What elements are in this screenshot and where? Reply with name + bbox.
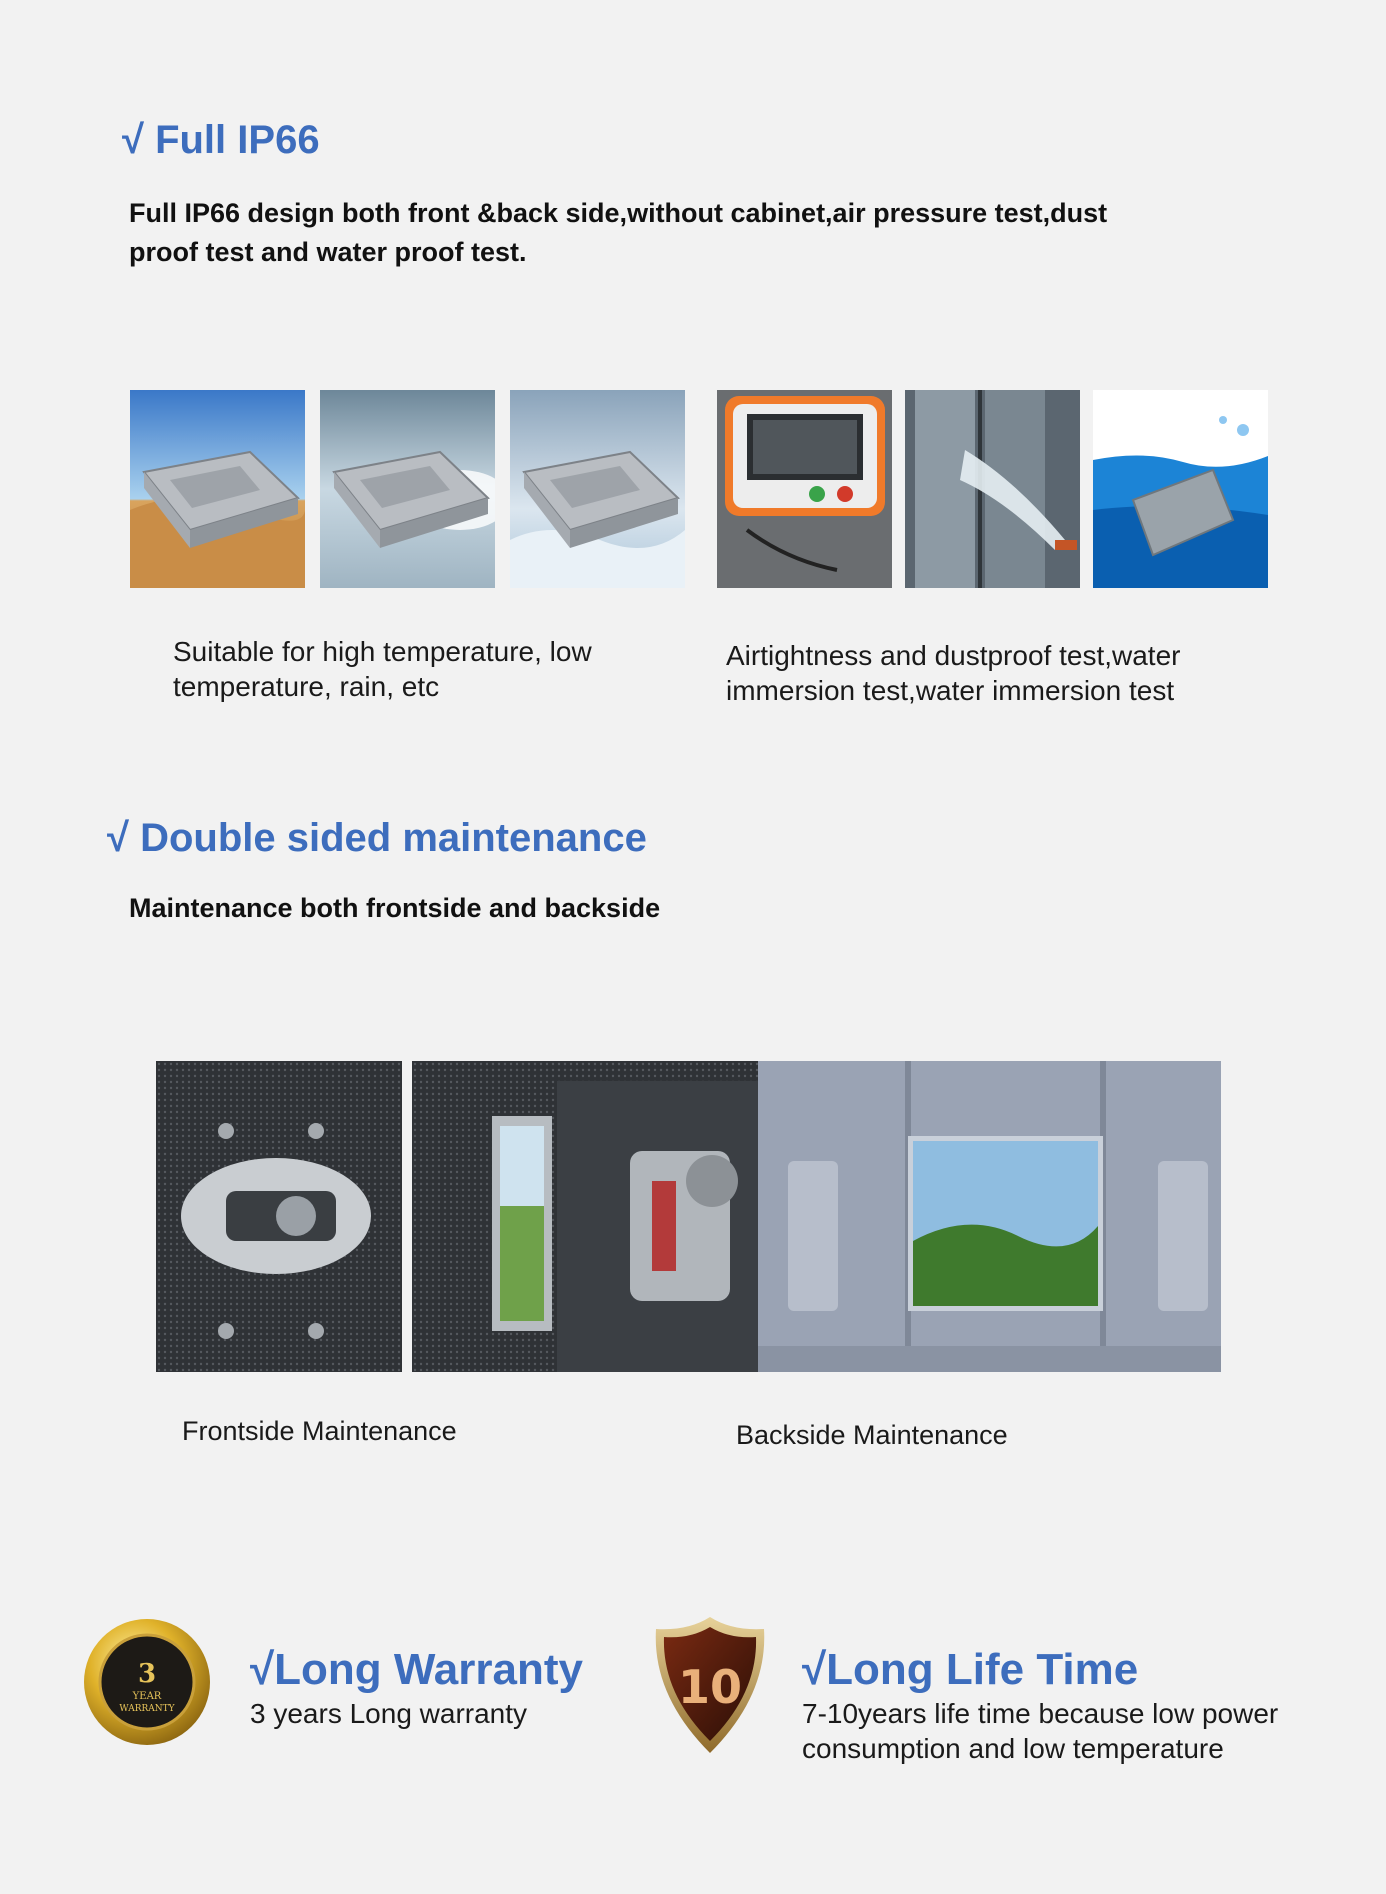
desert-cabinet-photo (130, 390, 305, 588)
lifetime-heading: √Long Life Time (802, 1645, 1139, 1694)
water-immersion-photo (1093, 390, 1268, 588)
lifetime-badge-number: 10 (677, 1660, 743, 1714)
ip66-caption-left: Suitable for high temperature, low temperature, rain, etc (173, 636, 592, 702)
back-maintenance-caption: Backside Maintenance (736, 1420, 1008, 1450)
water-spray-photo (905, 390, 1080, 588)
warranty-badge-number: 3 (137, 1659, 157, 1689)
front-maintenance-tool-photo (156, 1061, 402, 1372)
front-module-removal-photo (412, 1061, 758, 1372)
warranty-badge-line2: WARRANTY (119, 1704, 175, 1714)
back-maintenance-photo (758, 1061, 1221, 1372)
front-maintenance-caption: Frontside Maintenance (182, 1416, 457, 1446)
ip66-heading: √ Full IP66 (122, 118, 320, 162)
snow-cabinet-photo (510, 390, 685, 588)
warranty-badge-icon (82, 1617, 212, 1747)
ip66-description: Full IP66 design both front &back side,without cabinet,air pressure test,dust proof test and water proof test. (129, 198, 1108, 267)
warranty-text: 3 years Long warranty (250, 1698, 528, 1729)
warranty-badge-line1: YEAR (132, 1691, 162, 1702)
maintenance-heading: √ Double sided maintenance (107, 816, 647, 860)
test-machine-photo (717, 390, 892, 588)
maintenance-description: Maintenance both frontside and backside (129, 893, 661, 923)
ip66-caption-right: Airtightness and dustproof test,water immersion test,water immersion test (726, 640, 1181, 706)
warranty-heading: √Long Warranty (250, 1645, 583, 1694)
lifetime-text: 7-10years life time because low power consumption and low temperature (802, 1698, 1279, 1764)
rain-cabinet-photo (320, 390, 495, 588)
lifetime-shield-icon (652, 1615, 768, 1755)
